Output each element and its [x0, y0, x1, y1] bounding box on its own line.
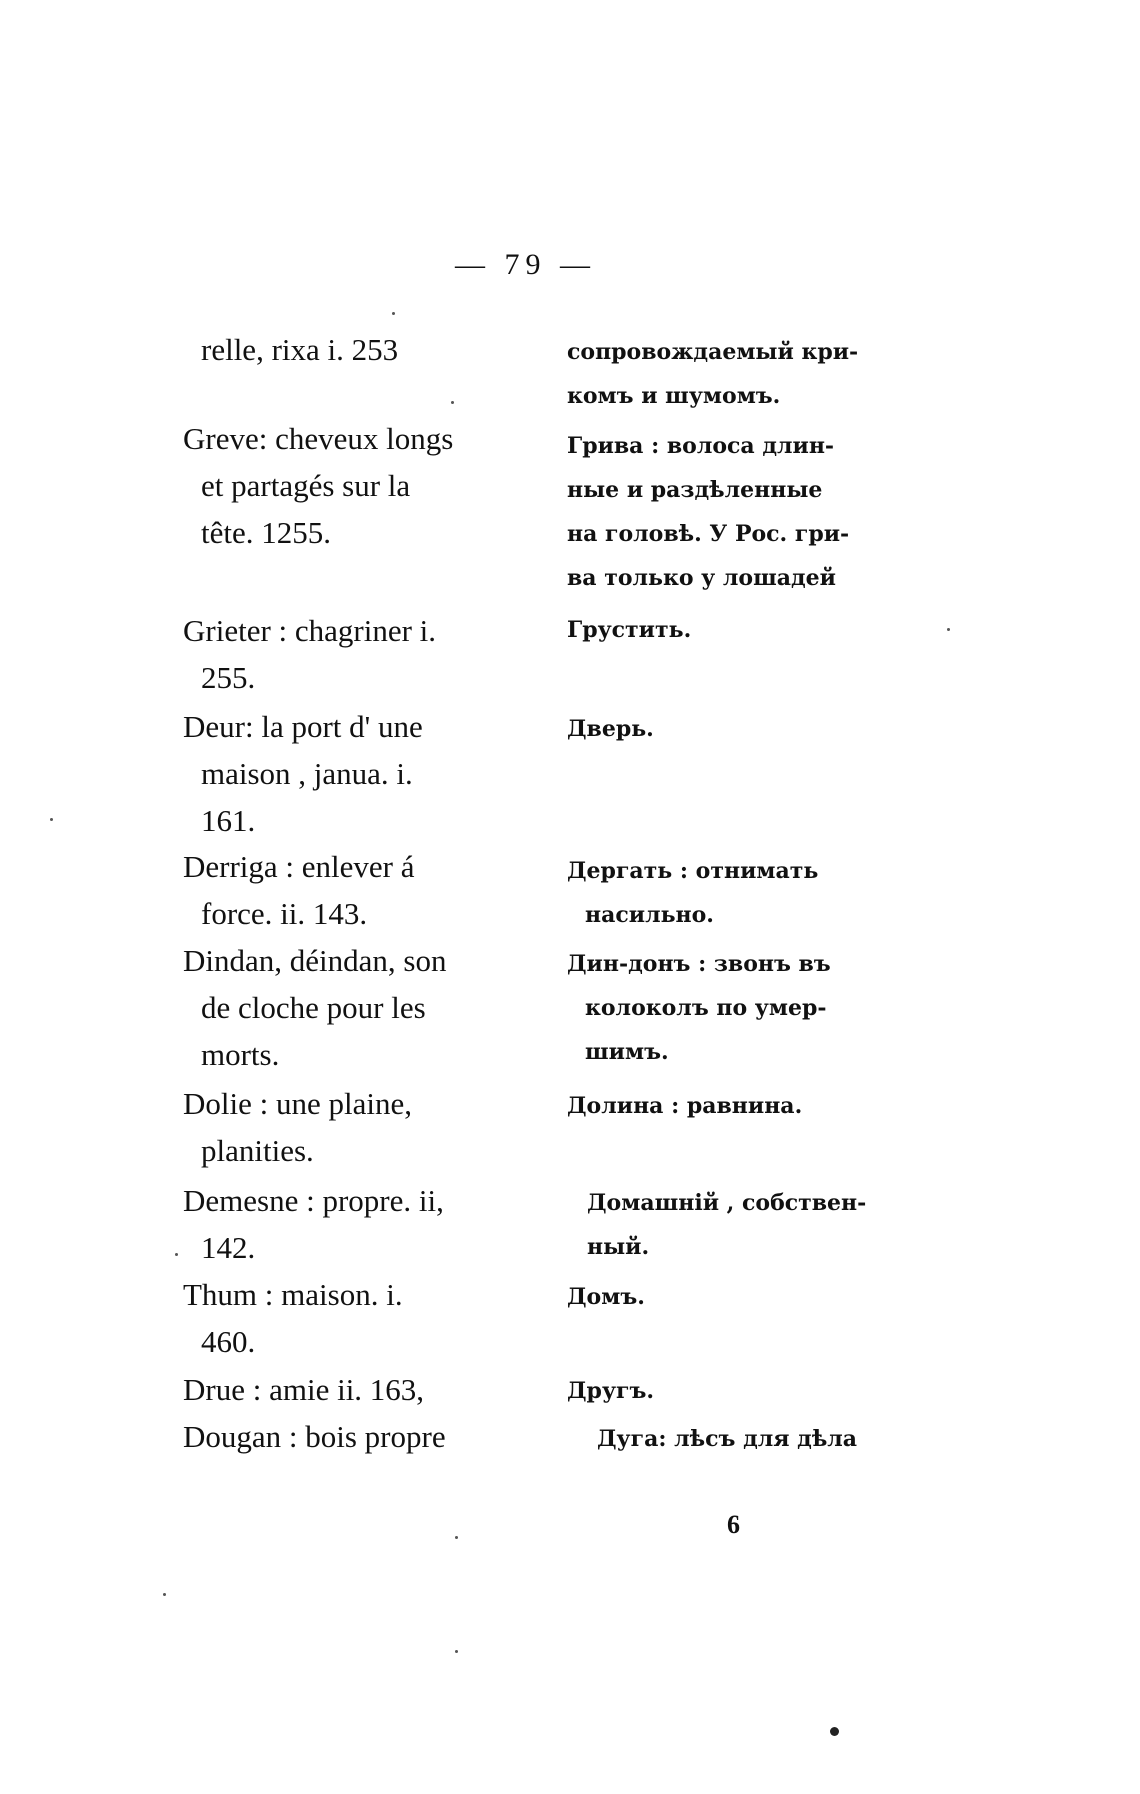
text-line: planities. — [201, 1133, 314, 1168]
russian-definition — [567, 1084, 922, 1128]
text-line: Dolie : une plaine, — [183, 1086, 412, 1121]
text-line: насильно. — [585, 902, 714, 928]
text-line: Дин-донъ : звонъ въ — [567, 951, 831, 977]
russian-definition — [567, 608, 922, 652]
russian-definition — [567, 942, 922, 1074]
french-definition — [183, 1080, 558, 1174]
text-line: ные и раздѣленные — [567, 477, 823, 503]
text-line: 142. — [201, 1230, 256, 1265]
french-definition — [183, 415, 558, 556]
paper-speck — [163, 1593, 166, 1596]
french-definition — [183, 1366, 558, 1413]
text-line: Derriga : enlever á — [183, 849, 415, 884]
text-line: Demesne : propre. ii, — [183, 1183, 444, 1218]
paper-speck — [455, 1650, 458, 1653]
russian-definition — [567, 424, 922, 600]
text-line: Thum : maison. i. — [183, 1277, 403, 1312]
paper-dot — [830, 1727, 839, 1736]
russian-definition — [567, 707, 922, 751]
french-definition — [183, 1271, 558, 1365]
text-line: ва только у лошадей — [567, 565, 836, 591]
french-definition — [183, 843, 558, 937]
russian-definition — [597, 1417, 952, 1461]
text-line: Дергать : отнимать — [567, 858, 819, 884]
russian-definition — [567, 849, 922, 937]
text-line: et partagés sur la — [201, 468, 411, 503]
text-line: Deur: la port d' une — [183, 709, 423, 744]
text-line: Дуга: лѣсъ для дѣла — [597, 1426, 858, 1452]
french-definition — [183, 1413, 558, 1460]
text-line: Greve: cheveux longs — [183, 421, 454, 456]
text-line: tête. 1255. — [201, 515, 331, 550]
text-line: комъ и шумомъ. — [567, 383, 781, 409]
paper-speck — [455, 1536, 458, 1539]
text-line: Домашній , собствен- — [587, 1190, 867, 1216]
paper-speck — [947, 628, 950, 631]
paper-speck — [175, 1253, 178, 1256]
french-definition — [183, 326, 558, 373]
text-line: relle, rixa i. 253 — [201, 332, 399, 367]
text-line: колоколъ по умер- — [585, 995, 827, 1021]
text-line: на головѣ. У Рос. гри- — [567, 521, 850, 547]
signature-mark: 6 — [727, 1510, 740, 1539]
text-line: Дверь. — [567, 716, 654, 742]
french-definition — [183, 1177, 558, 1271]
text-line: ный. — [587, 1234, 650, 1260]
text-line: Dindan, déindan, son — [183, 943, 447, 978]
russian-definition — [587, 1181, 942, 1269]
russian-definition — [567, 1275, 922, 1319]
text-line: Грива : волоса длин- — [567, 433, 835, 459]
text-line: 460. — [201, 1324, 256, 1359]
page-number: — 79 — — [455, 248, 596, 281]
text-line: Долина : равнина. — [567, 1093, 803, 1119]
text-line: Грустить. — [567, 617, 692, 643]
text-line: Домъ. — [567, 1284, 645, 1310]
text-line: de cloche pour les — [201, 990, 426, 1025]
text-line: 161. — [201, 803, 256, 838]
paper-speck — [50, 818, 53, 821]
french-definition — [183, 703, 558, 844]
french-definition — [183, 607, 558, 701]
russian-definition — [567, 1369, 922, 1413]
text-line: шимъ. — [585, 1039, 669, 1065]
text-line: force. ii. 143. — [201, 896, 368, 931]
text-line: morts. — [201, 1037, 280, 1072]
paper-speck — [451, 401, 454, 404]
french-definition — [183, 937, 558, 1078]
text-line: 255. — [201, 660, 256, 695]
text-line: Другъ. — [567, 1378, 655, 1404]
text-line: Drue : amie ii. 163, — [183, 1372, 425, 1407]
text-line: Grieter : chagriner i. — [183, 613, 437, 648]
russian-definition — [567, 330, 922, 418]
text-line: Dougan : bois propre — [183, 1419, 446, 1454]
text-line: maison , janua. i. — [201, 756, 413, 791]
text-line: сопровождаемый кри- — [567, 339, 859, 365]
paper-speck — [392, 312, 395, 315]
